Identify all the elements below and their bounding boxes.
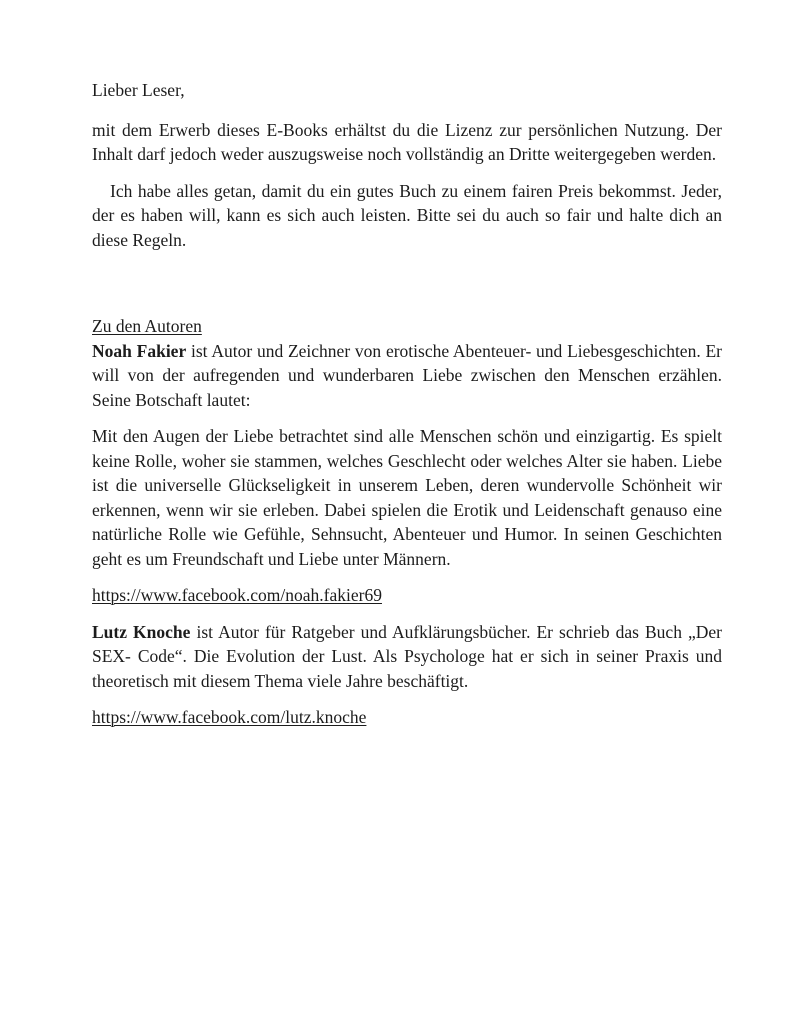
author1-name: Noah Fakier [92,340,187,361]
license-paragraph: mit dem Erwerb dieses E-Books erhältst du die Lizenz zur persönlichen Nutzung. Der Inhalt darf jedoch weder auszugsweise noch vollständig an Dritte weitergegeben werden. [92,119,722,164]
author1-facebook-link[interactable]: https://www.facebook.com/noah.fakier69 [92,585,382,605]
document-page [92,78,722,730]
author2-facebook-link[interactable]: https://www.facebook.com/lutz.knoche [92,707,367,727]
fairness-paragraph: Ich habe alles getan, damit du ein gutes Buch zu einem fairen Preis bekommst. Jeder, der es haben will, kann es sich auch leisten. Bitte sei du auch so fair und halte dich an diese Regeln. [92,180,722,250]
author2-bio: ist Autor für Ratgeber und Aufklärungsbücher. Er schrieb das Buch „Der SEX- Code“. Die Evolution der Lust. Als Psychologe hat er sich in seiner Praxis und theoretisch mit diesem Thema viele Jahre beschäftigt. [92,621,722,691]
author1-bio-paragraph [92,339,722,413]
author1-message: Mit den Augen der Liebe betrachtet sind alle Menschen schön und einzigartig. Es spielt keine Rolle, woher sie stammen, welches Geschlecht oder welches Alter sie haben. Liebe ist die universelle Glückseligkeit in unserem Leben, deren wundervolle Schönheit wir erkennen, wenn wir sie erleben. Dabei spielen die Erotik und Leidenschaft genauso eine natürliche Rolle wie Gefühle, Sehnsucht, Abenteuer und Humor. In seinen Geschichten geht es um Freundschaft und Liebe unter Männern. [92,426,722,569]
author2-name: Lutz Knoche [92,621,191,642]
greeting: Lieber Leser, [92,80,185,100]
author1-bio: ist Autor und Zeichner von erotische Abenteuer- und Liebesgeschichten. Er will von der aufregenden und wunderbaren Liebe zwischen den Menschen erzählen. Seine Botschaft lautet: [92,340,722,410]
author2-link-paragraph [92,705,722,730]
authors-heading: Zu den Autoren [92,316,202,336]
section-spacer [92,252,722,314]
author1-link-paragraph [92,583,722,608]
author2-bio-paragraph [92,620,722,694]
